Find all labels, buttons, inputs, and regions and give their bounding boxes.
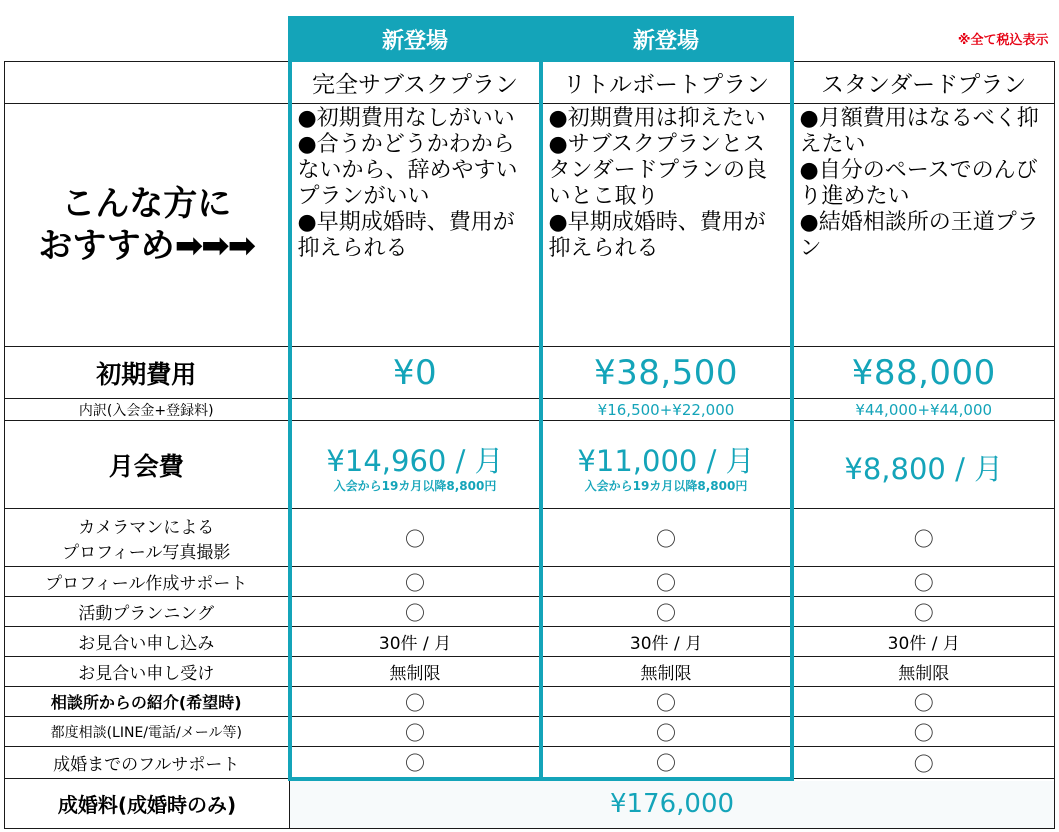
- monthly-fee-little-boat: [541, 421, 792, 509]
- monthly-fee-label: 月会費: [5, 421, 290, 509]
- circle-mark: 〇: [541, 509, 792, 567]
- feature-value: 無制限: [290, 657, 541, 687]
- feature-label: 活動プランニング: [5, 597, 290, 627]
- feature-label: [5, 509, 290, 567]
- recommend-item: ●早期成婚時、費用が抑えられる: [548, 210, 766, 261]
- initial-fee-standard: ¥88,000: [792, 347, 1055, 399]
- feature-value: 30件 / 月: [541, 627, 792, 657]
- breakdown-standard: ¥44,000+¥44,000: [792, 399, 1055, 421]
- breakdown-little-boat: ¥16,500+¥22,000: [541, 399, 792, 421]
- monthly-fee-note: 入会から19カ月以降8,800円: [584, 478, 748, 493]
- breakdown-label: 内訳(入会金+登録料): [5, 399, 290, 421]
- monthly-fee-value: ¥11,000 / 月: [577, 443, 755, 478]
- monthly-fee-note: 入会から19カ月以降8,800円: [333, 478, 497, 493]
- breakdown-row: [5, 399, 1055, 421]
- recommend-item: ●初期費用は抑えたい: [548, 106, 766, 131]
- circle-mark: 〇: [792, 597, 1055, 627]
- feature-label: お見合い申し受け: [5, 657, 290, 687]
- success-fee-value: ¥176,000: [290, 779, 1055, 829]
- pricing-table: [4, 16, 1055, 829]
- monthly-fee-standard: [792, 421, 1055, 509]
- blank-corner: [5, 17, 290, 62]
- feature-value: 無制限: [792, 657, 1055, 687]
- tax-note: ※全て税込表示: [957, 33, 1049, 49]
- circle-mark: 〇: [792, 747, 1055, 779]
- recommend-label: [5, 104, 290, 347]
- circle-mark: 〇: [541, 717, 792, 747]
- plan-name-row: [5, 62, 1055, 104]
- breakdown-subscription: [290, 399, 541, 421]
- plan-name-standard: スタンダードプラン: [792, 62, 1055, 104]
- recommend-item: ●サブスクプランとスタンダードプランの良いとこ取り: [548, 132, 767, 209]
- new-badge-little-boat: 新登場: [541, 17, 792, 62]
- initial-fee-row: [5, 347, 1055, 399]
- recommend-subscription: [290, 104, 541, 347]
- circle-mark: 〇: [290, 687, 541, 717]
- plan-name-subscription: 完全サブスクプラン: [290, 62, 541, 104]
- circle-mark: 〇: [290, 567, 541, 597]
- circle-mark: 〇: [541, 687, 792, 717]
- badge-row: [5, 17, 1055, 62]
- feature-label: 都度相談(LINE/電話/メール等): [5, 717, 290, 747]
- recommend-little-boat: [541, 104, 792, 347]
- feature-row: [5, 657, 1055, 687]
- arrow-right-icons: ➡➡➡: [174, 226, 255, 266]
- circle-mark: 〇: [290, 509, 541, 567]
- recommend-item: ●初期費用なしがいい: [297, 106, 515, 131]
- new-badge-subscription: 新登場: [290, 17, 541, 62]
- success-fee-row: [5, 779, 1055, 829]
- recommend-item: ●自分のペースでのんびり進めたい: [799, 158, 1038, 209]
- feature-value: 無制限: [541, 657, 792, 687]
- feature-label-line1: カメラマンによる: [78, 517, 215, 538]
- initial-fee-label: 初期費用: [5, 347, 290, 399]
- feature-row: [5, 747, 1055, 779]
- recommend-label-line1: こんな方に: [61, 184, 232, 224]
- feature-row: [5, 717, 1055, 747]
- plan-name-little-boat: リトルボートプラン: [541, 62, 792, 104]
- circle-mark: 〇: [290, 747, 541, 779]
- circle-mark: 〇: [792, 509, 1055, 567]
- initial-fee-little-boat: ¥38,500: [541, 347, 792, 399]
- feature-value: 30件 / 月: [290, 627, 541, 657]
- recommend-item: ●月額費用はなるべく抑えたい: [799, 106, 1039, 157]
- feature-label: 成婚までのフルサポート: [5, 747, 290, 779]
- circle-mark: 〇: [792, 717, 1055, 747]
- recommend-row: [5, 104, 1055, 347]
- plan-name-corner: [5, 62, 290, 104]
- recommend-item: ●早期成婚時、費用が抑えられる: [297, 210, 515, 261]
- circle-mark: 〇: [541, 597, 792, 627]
- circle-mark: 〇: [792, 567, 1055, 597]
- recommend-label-text: おすすめ: [38, 226, 175, 266]
- monthly-fee-subscription: [290, 421, 541, 509]
- feature-label: 相談所からの紹介(希望時): [5, 687, 290, 717]
- circle-mark: 〇: [290, 597, 541, 627]
- initial-fee-subscription: ¥0: [290, 347, 541, 399]
- recommend-item: ●結婚相談所の王道プラン: [799, 210, 1039, 261]
- circle-mark: 〇: [541, 747, 792, 779]
- feature-row: [5, 509, 1055, 567]
- feature-label: プロフィール作成サポート: [5, 567, 290, 597]
- circle-mark: 〇: [290, 717, 541, 747]
- success-fee-label: 成婚料(成婚時のみ): [5, 779, 290, 829]
- feature-value: 30件 / 月: [792, 627, 1055, 657]
- recommend-item: ●合うかどうかわからないから、辞めやすいプランがいい: [297, 132, 518, 209]
- recommend-label-line2: [5, 225, 288, 267]
- feature-row: [5, 597, 1055, 627]
- monthly-fee-row: [5, 421, 1055, 509]
- feature-row: [5, 627, 1055, 657]
- feature-label: お見合い申し込み: [5, 627, 290, 657]
- tax-note-cell: [792, 17, 1055, 62]
- recommend-standard: [792, 104, 1055, 347]
- circle-mark: 〇: [792, 687, 1055, 717]
- feature-label-line2: プロフィール写真撮影: [62, 542, 231, 563]
- monthly-fee-value: ¥14,960 / 月: [326, 443, 504, 478]
- feature-row: [5, 567, 1055, 597]
- feature-row: [5, 687, 1055, 717]
- circle-mark: 〇: [541, 567, 792, 597]
- monthly-fee-value: ¥8,800 / 月: [844, 451, 1004, 486]
